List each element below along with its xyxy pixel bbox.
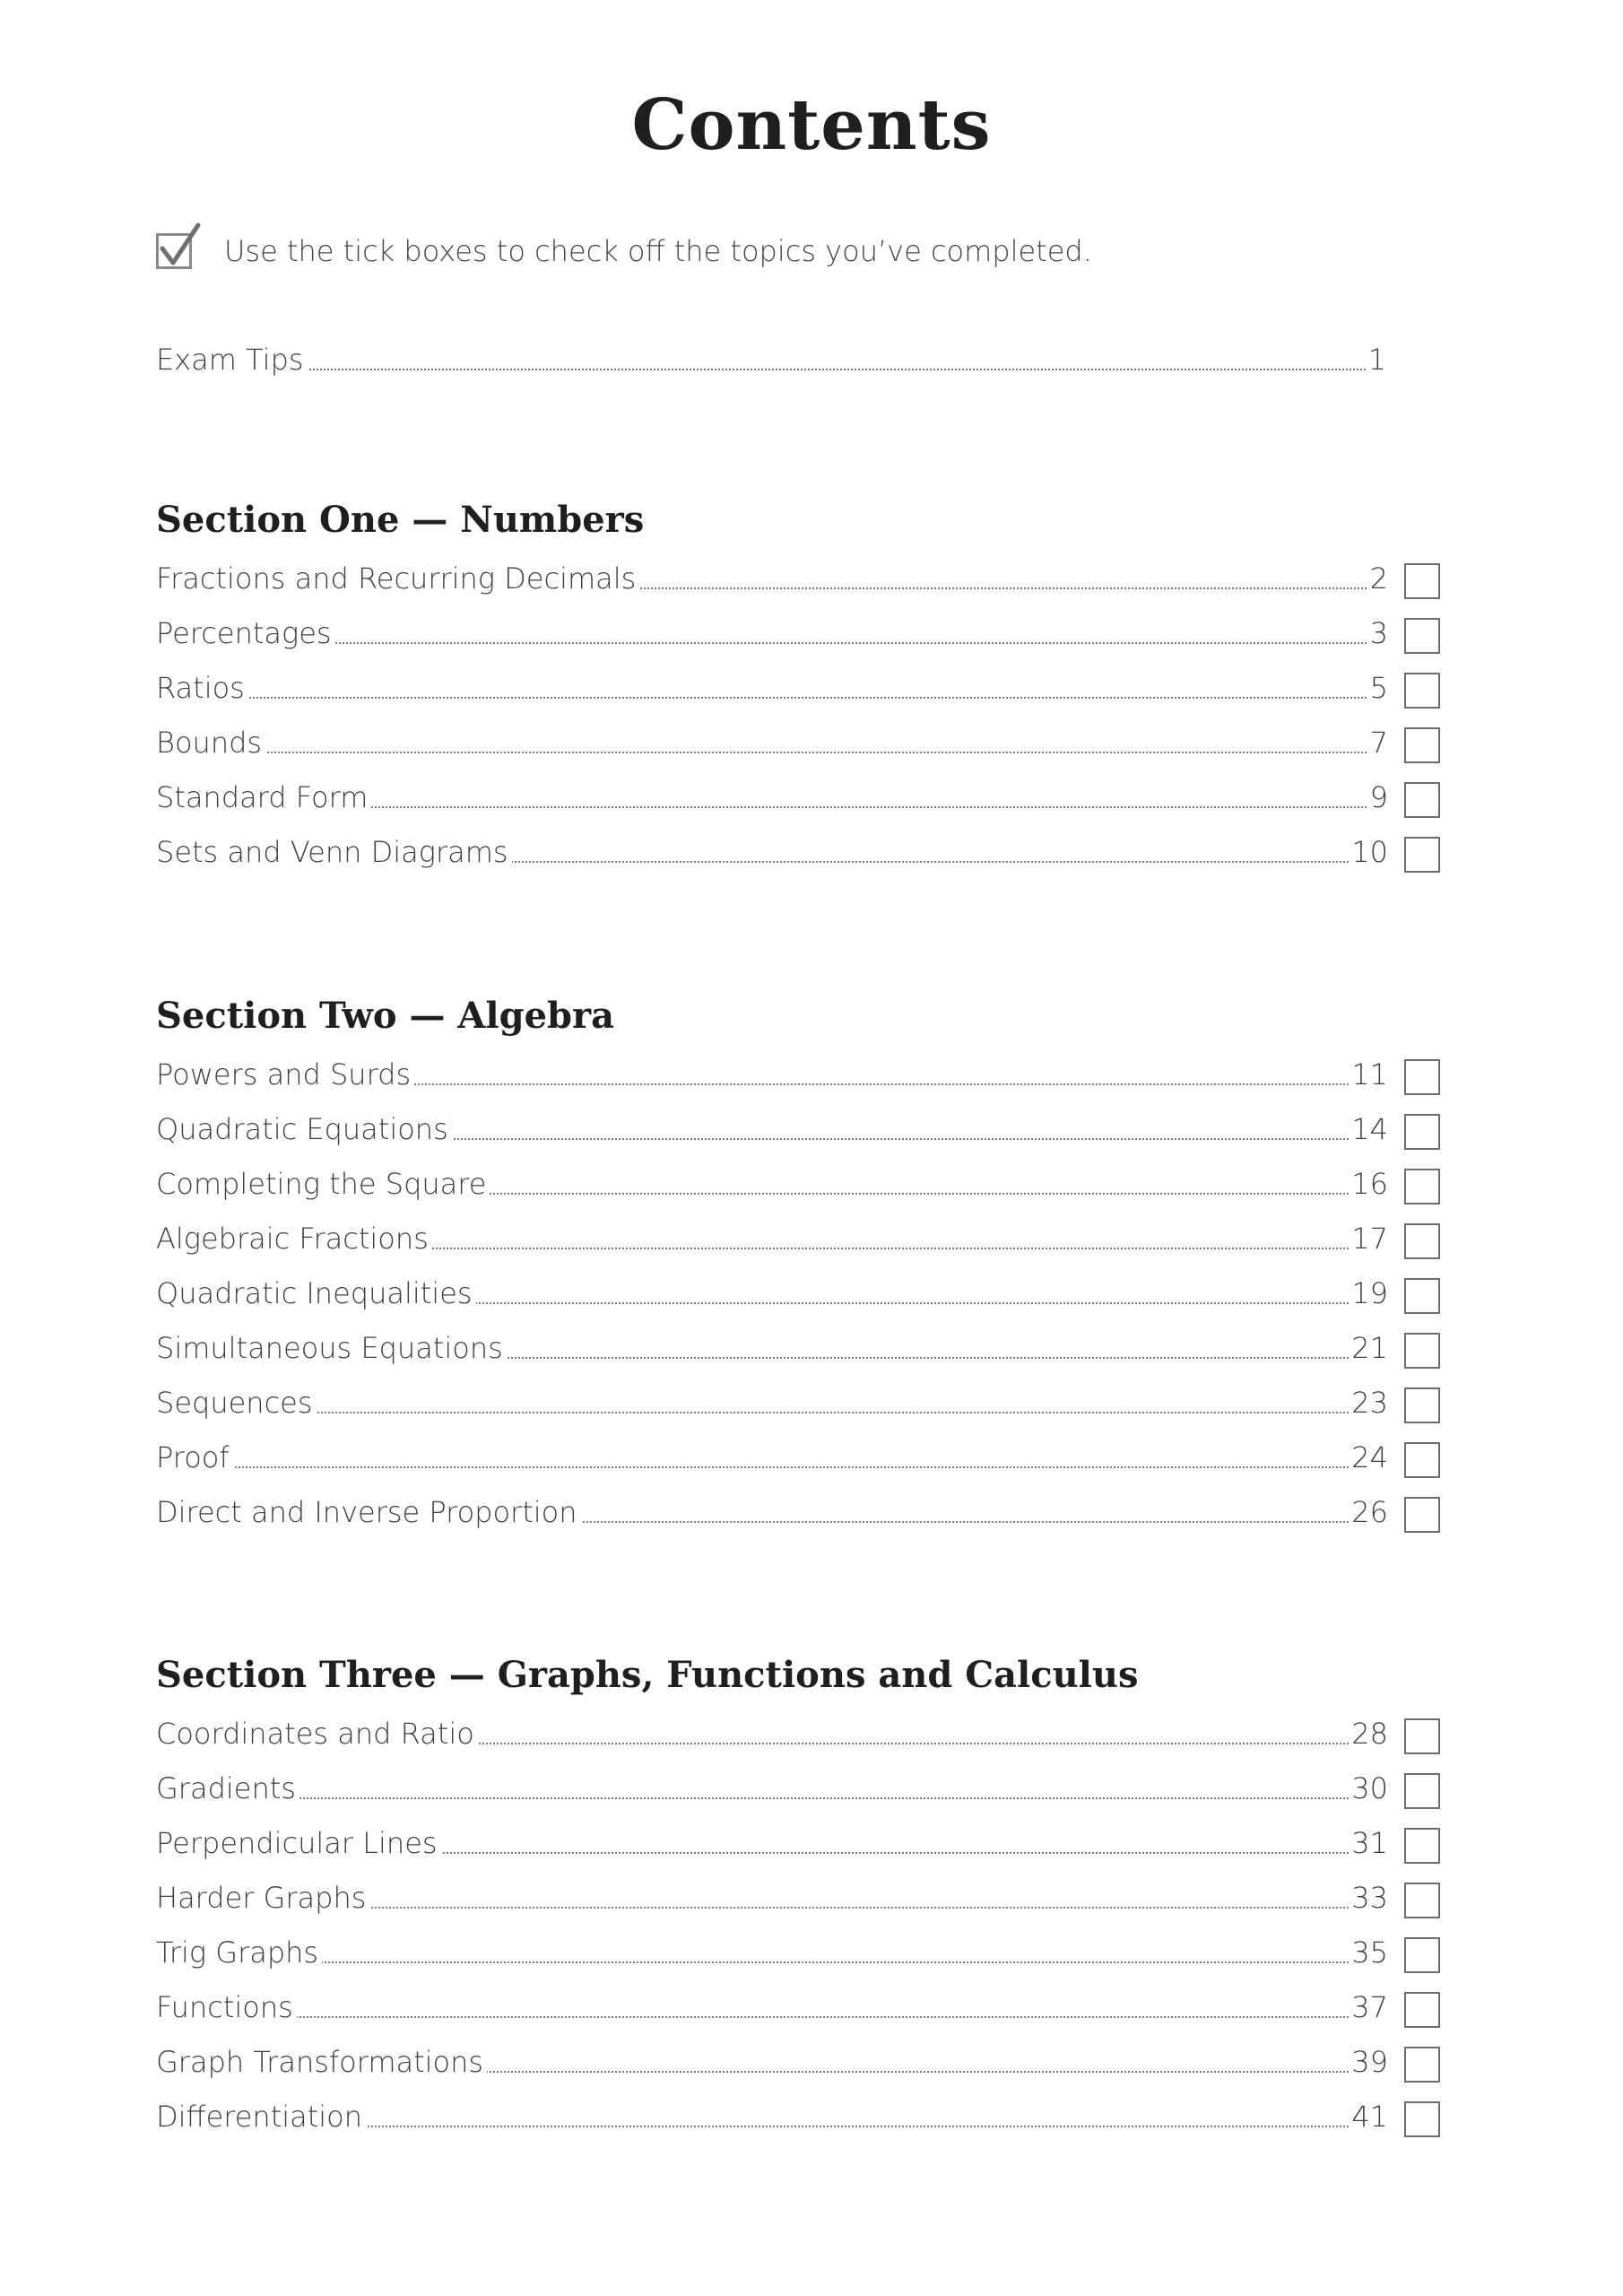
entry-label: Sequences [156, 1386, 317, 1420]
page-number: 41 [1349, 2100, 1388, 2134]
instruction-text: Use the tick boxes to check off the topics you’ve completed. [224, 234, 1092, 268]
completion-checkbox[interactable] [1404, 1773, 1440, 1809]
entry-label: Sets and Venn Diagrams [156, 835, 512, 869]
toc-entry[interactable] [156, 2094, 1440, 2139]
page-number: 2 [1367, 561, 1388, 596]
completion-checkbox[interactable] [1404, 618, 1440, 654]
toc-entry[interactable] [156, 1380, 1440, 1425]
toc-entry[interactable] [156, 830, 1440, 874]
toc-entry[interactable] [156, 611, 1440, 656]
entry-label: Harder Graphs [156, 1881, 369, 1915]
toc-entry[interactable] [156, 775, 1440, 820]
toc-entry[interactable] [156, 1821, 1440, 1866]
completion-checkbox[interactable] [1404, 782, 1440, 818]
toc-entry[interactable] [156, 1107, 1440, 1152]
toc-entry[interactable] [156, 1490, 1440, 1535]
completion-checkbox[interactable] [1404, 1333, 1440, 1369]
page-number: 19 [1349, 1276, 1388, 1310]
completion-checkbox[interactable] [1404, 563, 1440, 599]
toc-entry[interactable] [156, 1435, 1440, 1480]
entry-label: Gradients [156, 1771, 299, 1805]
section-heading-three: Section Three — Graphs, Functions and Calculus [156, 1654, 1139, 1696]
completion-checkbox[interactable] [1404, 1992, 1440, 2028]
completion-checkbox[interactable] [1404, 1059, 1440, 1095]
page-number: 16 [1349, 1167, 1388, 1201]
section-heading-one: Section One — Numbers [156, 499, 645, 541]
page-number: 39 [1349, 2045, 1388, 2079]
toc-entry[interactable] [156, 1271, 1440, 1316]
toc-entry[interactable] [156, 665, 1440, 710]
entry-label: Graph Transformations [156, 2045, 487, 2079]
completion-checkbox[interactable] [1404, 1937, 1440, 1973]
completion-checkbox[interactable] [1404, 1718, 1440, 1754]
completion-checkbox[interactable] [1404, 1278, 1440, 1314]
toc-entry[interactable] [156, 1326, 1440, 1370]
completion-checkbox[interactable] [1404, 727, 1440, 763]
page-number: 33 [1349, 1881, 1388, 1915]
page-number: 31 [1349, 1826, 1388, 1860]
dot-leader [156, 2016, 1388, 2018]
completion-checkbox[interactable] [1404, 1442, 1440, 1478]
toc-entry[interactable] [156, 556, 1440, 601]
dot-leader [156, 1961, 1388, 1963]
toc-entry[interactable] [156, 1711, 1440, 1756]
page-number: 21 [1349, 1331, 1388, 1365]
dot-leader [156, 1797, 1388, 1799]
page-number: 26 [1349, 1495, 1388, 1529]
entry-label: Completing the Square [156, 1167, 490, 1201]
entry-label: Exam Tips [156, 343, 308, 377]
toc-entry[interactable] [156, 1875, 1440, 1920]
page-number: 3 [1367, 616, 1388, 650]
page-number: 24 [1349, 1440, 1388, 1474]
toc-entry[interactable] [156, 1930, 1440, 1975]
toc-entry[interactable] [156, 1161, 1440, 1206]
entry-label: Simultaneous Equations [156, 1331, 507, 1365]
page-number: 28 [1349, 1717, 1388, 1751]
dot-leader [156, 1466, 1388, 1468]
entry-label: Fractions and Recurring Decimals [156, 561, 639, 596]
completion-checkbox[interactable] [1404, 837, 1440, 873]
toc-entry[interactable] [156, 1216, 1440, 1261]
completion-checkbox[interactable] [1404, 1114, 1440, 1150]
page-number: 5 [1367, 671, 1388, 705]
entry-label: Functions [156, 1990, 297, 2024]
entry-label: Algebraic Fractions [156, 1222, 432, 1256]
page-number: 35 [1349, 1935, 1388, 1970]
entry-label: Ratios [156, 671, 248, 705]
toc-entry[interactable] [156, 2039, 1440, 2084]
page-number: 30 [1349, 1771, 1388, 1805]
dot-leader [156, 697, 1388, 699]
entry-label: Direct and Inverse Proportion [156, 1495, 581, 1529]
completion-checkbox[interactable] [1404, 1223, 1440, 1259]
completion-checkbox[interactable] [1404, 1883, 1440, 1918]
toc-entry[interactable] [156, 720, 1440, 765]
page-title: Contents [631, 84, 992, 166]
entry-label: Proof [156, 1440, 233, 1474]
entry-label: Differentiation [156, 2100, 366, 2134]
page-number: 11 [1349, 1057, 1388, 1091]
entry-label: Trig Graphs [156, 1935, 322, 1970]
dot-leader [156, 369, 1386, 370]
page-number: 7 [1367, 726, 1388, 760]
entry-label: Perpendicular Lines [156, 1826, 441, 1860]
page-number: 14 [1349, 1112, 1388, 1146]
toc-entry[interactable] [156, 1052, 1440, 1097]
completion-checkbox[interactable] [1404, 1828, 1440, 1864]
dot-leader [156, 752, 1388, 753]
page-number: 37 [1349, 1990, 1388, 2024]
page-number: 9 [1367, 780, 1388, 814]
section-heading-two: Section Two — Algebra [156, 995, 614, 1037]
toc-entry[interactable] [156, 1766, 1440, 1811]
completion-checkbox[interactable] [1404, 1497, 1440, 1533]
toc-entry[interactable] [156, 1985, 1440, 2030]
entry-label: Quadratic Equations [156, 1112, 452, 1146]
completion-checkbox[interactable] [1404, 2101, 1440, 2137]
entry-label: Percentages [156, 616, 335, 650]
completion-checkbox[interactable] [1404, 673, 1440, 709]
toc-entry-exam-tips[interactable] [156, 337, 1386, 382]
dot-leader [156, 1412, 1388, 1413]
dot-leader [156, 642, 1388, 644]
page-number: 23 [1349, 1386, 1388, 1420]
page-number: 1 [1366, 343, 1386, 377]
entry-label: Powers and Surds [156, 1057, 414, 1091]
instruction-line [156, 226, 1092, 276]
page-number: 10 [1349, 835, 1388, 869]
completion-checkbox[interactable] [1404, 2047, 1440, 2083]
entry-label: Quadratic Inequalities [156, 1276, 476, 1310]
entry-label: Bounds [156, 726, 265, 760]
checkmark-icon [156, 233, 192, 269]
page-number: 17 [1349, 1222, 1388, 1256]
completion-checkbox[interactable] [1404, 1387, 1440, 1423]
entry-label: Standard Form [156, 780, 371, 814]
completion-checkbox[interactable] [1404, 1169, 1440, 1205]
entry-label: Coordinates and Ratio [156, 1717, 478, 1751]
